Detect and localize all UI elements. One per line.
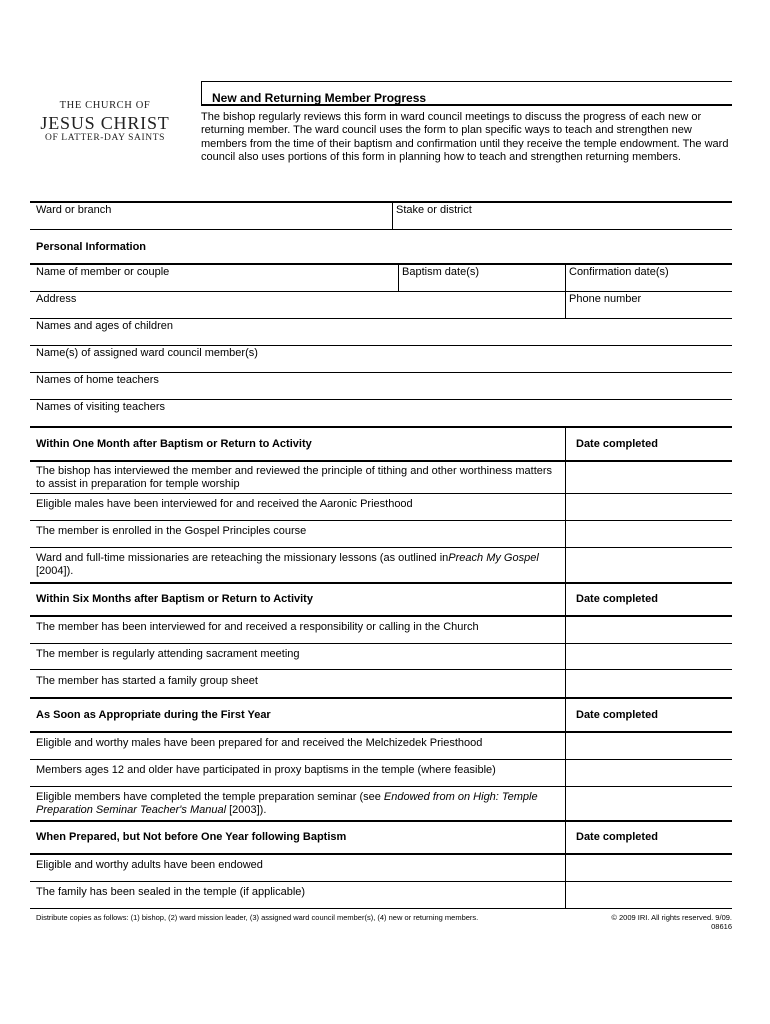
s3-row-3-end: [2003]). (226, 804, 267, 816)
s1-row-2: Eligible males have been interviewed for and received the Aaronic Priesthood (36, 498, 413, 510)
divider (30, 853, 732, 855)
s2-row-2: The member is regularly attending sacrament meeting (36, 648, 300, 660)
s2-row-1: The member has been interviewed for and received a responsibility or calling in the Church (36, 621, 479, 633)
visiting-teachers-label: Names of visiting teachers (36, 401, 165, 413)
section-4-heading: When Prepared, but Not before One Year following Baptism (36, 831, 347, 843)
s3-row-3-title: Endowed from on High: Temple Preparation Seminar Teacher's Manual (36, 791, 538, 816)
s2-row-3: The member has started a family group sheet (36, 675, 258, 687)
form-code: 08616 (711, 922, 732, 931)
divider (30, 460, 732, 462)
children-label: Names and ages of children (36, 320, 173, 332)
s3-row-3-text: Eligible members have completed the temple preparation seminar (see (36, 791, 384, 803)
address-label: Address (36, 293, 77, 305)
form-intro: The bishop regularly reviews this form in ward council meetings to discuss the progress of each new or returning member. The ward council uses the form to plan specific ways to teach and strengthen new members from the time of their baptism and confirmation until they receive the temple endowment. The ward council also uses portions of this form in planning how to teach and strengthen returning members. (201, 111, 729, 163)
section-2-heading: Within Six Months after Baptism or Return to Activity (36, 593, 313, 605)
divider (30, 820, 732, 822)
divider (30, 881, 732, 882)
divider (30, 643, 732, 644)
ward-label: Ward or branch (36, 204, 112, 216)
divider (30, 615, 732, 617)
divider (30, 669, 732, 670)
section-3-heading: As Soon as Appropriate during the First Year (36, 709, 271, 721)
divider (30, 582, 732, 584)
divider (30, 345, 732, 346)
s4-row-1: Eligible and worthy adults have been endowed (36, 859, 263, 871)
baptism-date-label: Baptism date(s) (402, 266, 480, 278)
divider (30, 908, 732, 909)
distribution-note: Distribute copies as follows: (1) bishop, (2) ward mission leader, (3) assigned ward council member(s), (4) new or returning members. (36, 913, 479, 922)
date-completed-header: Date completed (576, 438, 658, 450)
divider (565, 583, 566, 697)
divider (30, 520, 732, 521)
s3-row-3 (36, 791, 556, 817)
s1-row-1: The bishop has interviewed the member and reviewed the principle of tithing and other worthiness matters to assist in preparation for temple worship (36, 465, 553, 490)
divider (565, 427, 566, 582)
s1-row-4-text: Ward and full-time missionaries are reteaching the missionary lessons (as outlined in (36, 552, 449, 564)
form-title: New and Returning Member Progress (212, 91, 427, 105)
divider (30, 291, 732, 292)
copyright-text: © 2009 IRI. All rights reserved. 9/09. (611, 913, 732, 922)
date-completed-header: Date completed (576, 593, 658, 605)
divider (30, 731, 732, 733)
s4-row-2: The family has been sealed in the temple (if applicable) (36, 886, 306, 898)
personal-info-heading: Personal Information (36, 241, 147, 253)
divider (392, 202, 393, 229)
council-members-label: Name(s) of assigned ward council member(s) (36, 347, 258, 359)
divider (30, 372, 732, 373)
s3-row-1: Eligible and worthy males have been prepared for and received the Melchizedek Priesthood (36, 737, 483, 749)
date-completed-header: Date completed (576, 709, 658, 721)
s3-row-2: Members ages 12 and older have participated in proxy baptisms in the temple (where feasible) (36, 764, 496, 776)
s1-row-3: The member is enrolled in the Gospel Principles course (36, 525, 307, 537)
s1-row-4 (36, 552, 556, 578)
date-completed-header: Date completed (576, 831, 658, 843)
divider (30, 229, 732, 230)
divider (30, 318, 732, 319)
logo-line-3: OF LATTER-DAY SAINTS (44, 133, 166, 143)
home-teachers-label: Names of home teachers (36, 374, 159, 386)
divider (30, 697, 732, 699)
s1-row-4-title: Preach My Gospel (448, 552, 539, 564)
stake-label: Stake or district (396, 204, 472, 216)
copyright (560, 913, 732, 931)
divider (30, 263, 732, 265)
divider (30, 786, 732, 787)
confirmation-date-label: Confirmation date(s) (569, 266, 669, 278)
phone-label: Phone number (569, 293, 642, 305)
divider (30, 201, 732, 203)
divider (30, 426, 732, 428)
divider (30, 399, 732, 400)
logo-line-1: THE CHURCH OF (59, 100, 151, 111)
divider (30, 493, 732, 494)
logo-line-2: JESUS CHRIST (40, 113, 170, 133)
s1-row-4-end: [2004]). (36, 565, 74, 577)
section-1-heading: Within One Month after Baptism or Return to Activity (36, 438, 312, 450)
church-logo (30, 100, 180, 143)
divider (398, 264, 399, 291)
divider (30, 547, 732, 548)
divider (565, 821, 566, 908)
divider (30, 759, 732, 760)
member-name-label: Name of member or couple (36, 266, 170, 278)
